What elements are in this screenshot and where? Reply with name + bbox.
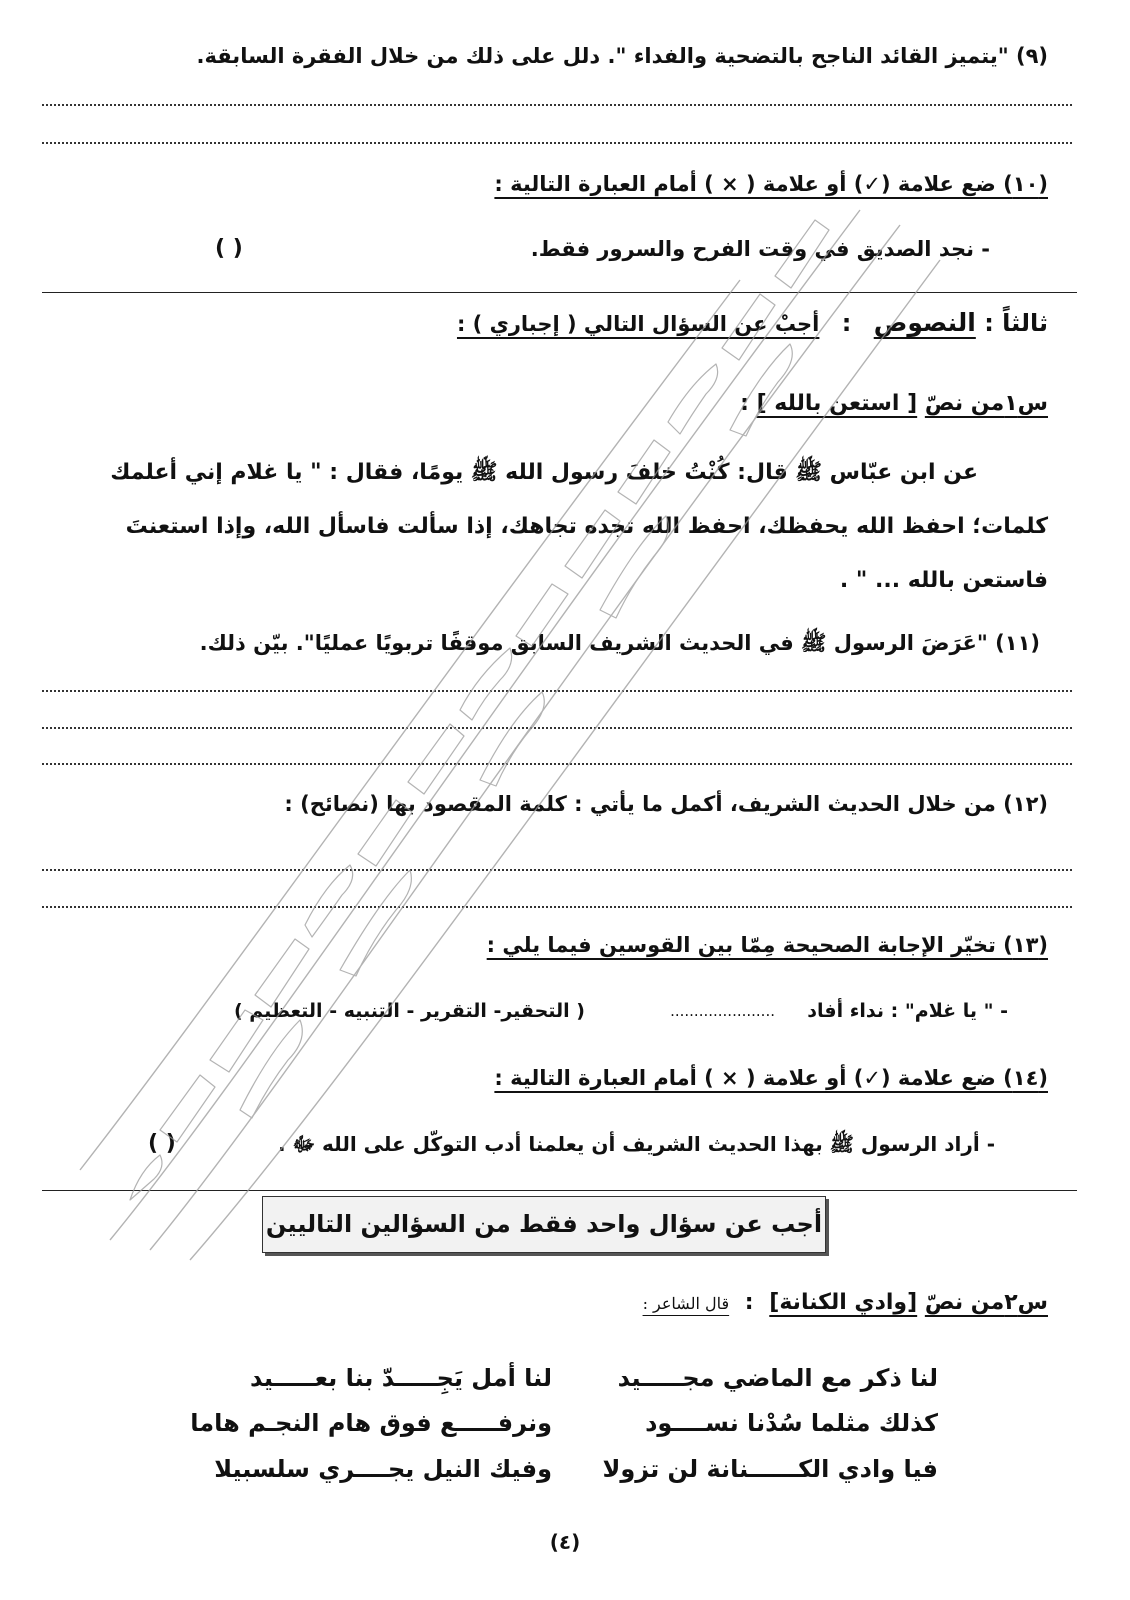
- s2-text-title: [وادي الكنانة]: [769, 1290, 918, 1315]
- poem-verse-right: كذلك مثلما سُدْنا نســــود: [645, 1409, 938, 1437]
- question-12: (١٢) من خلال الحديث الشريف، أكمل ما يأتي : كلمة المقصود بها (نصائح) :: [284, 792, 1048, 816]
- instruction-banner: [262, 1196, 826, 1253]
- section-colon-2: :: [841, 309, 852, 337]
- question-9: (٩) "يتميز القائد الناجح بالتضحية والفداء ". دلل على ذلك من خلال الفقرة السابقة.: [196, 44, 1048, 68]
- s1-colon: :: [740, 391, 749, 416]
- answer-box-14[interactable]: ( ): [148, 1131, 176, 1156]
- page-number: (٤): [549, 1530, 581, 1554]
- answer-line[interactable]: [42, 142, 1072, 144]
- answer-line[interactable]: [42, 763, 1072, 765]
- answer-line[interactable]: [42, 690, 1072, 692]
- answer-line[interactable]: [42, 727, 1072, 729]
- mcq-blank[interactable]: ......................: [670, 1002, 775, 1020]
- hadith-line: كلمات؛ احفظ الله يحفظك، احفظ الله تجده تجاهك، إذا سألت فاسأل الله، وإذا استعنتَ: [125, 514, 1048, 539]
- mcq-item: - " يا غلام" : نداء أفاد: [807, 1000, 1008, 1022]
- s1-text-title: [ استعن بالله ]: [756, 391, 918, 416]
- question-10: (١٠) ضع علامة (✓) أو علامة ( × ) أمام العبارة التالية :: [494, 172, 1048, 196]
- hadith-text: [43, 446, 1048, 608]
- divider: [42, 292, 1077, 293]
- section-instruction: أجبْ عن السؤال التالي ( إجباري ) :: [456, 312, 820, 336]
- poem-verse-left: وفيك النيل يجــــري سلسبيلا: [214, 1455, 552, 1483]
- poem-verse-left: لنا أمل يَجِـــــدّ بنا بعـــــيد: [250, 1364, 552, 1392]
- poem-verse-right: فيا وادي الكــــــنانة لن تزولا: [602, 1455, 938, 1483]
- question-11: (١١) "عَرَضَ الرسول ﷺ في الحديث الشريف السابق موقفًا تربويًا عمليًا". بيّن ذلك.: [199, 631, 1040, 655]
- statement-14: - أراد الرسول ﷺ بهذا الحديث الشريف أن يعلمنا أدب التوكّل على الله ﷻ .: [277, 1132, 995, 1156]
- s2-heading: [643, 1290, 1048, 1315]
- statement-10: - نجد الصديق في وقت الفرح والسرور فقط.: [530, 237, 990, 261]
- answer-line[interactable]: [42, 869, 1072, 871]
- section-heading: [457, 308, 1048, 337]
- section-colon: :: [984, 309, 994, 337]
- section-title: النصوص: [873, 308, 976, 337]
- poem-verse-left: ونرفـــــع فوق هام النجـم هاما: [190, 1409, 552, 1437]
- poem-verse-right: لنا ذكر مع الماضي مجـــــيد: [617, 1364, 938, 1392]
- mcq-options[interactable]: ( التحقير- التقرير - التنبيه - التعظيم ): [233, 1000, 585, 1022]
- question-13: (١٣) تخيّر الإجابة الصحيحة مِمّا بين القوسين فيما يلي :: [486, 933, 1048, 957]
- s1-label: س١من نصّ: [924, 391, 1048, 416]
- banner-text: أجب عن سؤال واحد فقط من السؤالين التاليين: [265, 1210, 823, 1238]
- hadith-line: فاستعن بالله ... " .: [839, 568, 1048, 593]
- section-label: ثالثاً: [1002, 309, 1048, 337]
- answer-line[interactable]: [42, 906, 1072, 908]
- s2-label: س٢من نصّ: [924, 1290, 1048, 1315]
- question-14: (١٤) ضع علامة (✓) أو علامة ( × ) أمام العبارة التالية :: [494, 1066, 1048, 1090]
- s1-heading: [740, 391, 1048, 416]
- hadith-line: عن ابن عبّاس ﷺ قال: كُنْتُ خلفَ رسول الله ﷺ يومًا، فقال : " يا غلام إني أعلمك: [110, 460, 978, 485]
- divider: [42, 1190, 1077, 1191]
- answer-box-10[interactable]: ( ): [215, 236, 243, 261]
- s2-colon: :: [744, 1290, 754, 1315]
- answer-line[interactable]: [42, 104, 1072, 106]
- poet-intro: قال الشاعر :: [642, 1294, 730, 1313]
